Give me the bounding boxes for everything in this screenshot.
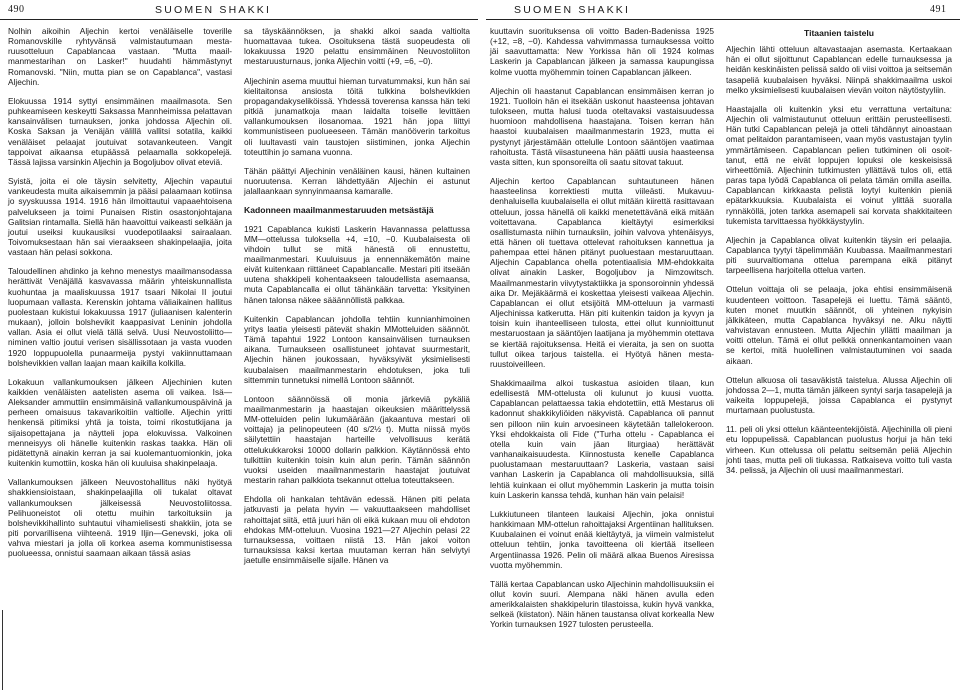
paragraph: Syistä, joita ei ole täysin selvitetty, Aljechin vapautui vankeudesta muita aikaisemmin ja pääsi palaamaan kotiinsa jo syyskuussa 1914. 1916 hän ilmoittautui vapaaehtoisena palvelukseen ja toimi Punaisen Ristin osastonjohtajana Galitsian rintamalla. Siellä hän haavoittui vaikeasti selkään ja joutui useiksi kuukausiksi vuodepotilaaksi sairaalaan. Toivomuksestaan hän sai vieraakseen shakinpelaajia, joita vastaan hän pelasi sokkona. bbox=[8, 176, 232, 258]
paragraph: Lontoon säännöissä oli monia järkeviä pykäliä maailmanmestarin ja haastajan oikeuksien määrittelyssä MM-otteluiden pelin lukumäärään (jakaantuva mestari oli voittaja) ja pelinopeuteen (40 s/2½ t). Mutta niissä myös säilytettiin haastajan harteille velvollisuus kerätä ottelukukkaroksi 10000 dollarin palkkion. Käytännössä ehto tulkittiin kuitenkin toisin kuin alun perin. Tämän säännön vuoksi useiden maailmanmestarin haastajat joutuivat mestarin rahan palkkiota tsekannut ottelua toteuttakseen. bbox=[244, 393, 470, 486]
paragraph: kuuttavin suorituksensa oli voitto Baden-Badenissa 1925 (+12, =8, −0). Kahdessa vahvimmassa turnauksessa voitto jäi saavuttamatta: New Yorkissa hän oli 1924 kolmas Laskerin ja Capablancan jälkeen ja samassa kaupungissa kolme vuotta myöhemmin toinen Capablancan jälkeen. bbox=[490, 26, 714, 77]
running-header: SUOMEN SHAKKI bbox=[514, 4, 631, 16]
paragraph: sa täyskäännöksen, ja shakki alkoi saada valtiolta huomattavaa tukea. Osoituksena tästä suopeudesta oli lokakuussa 1920 pelattu ensimmäinen Neuvostoliiton mestaruusturnaus, jonka Aljechin voitti (+9, =6, −0). bbox=[244, 26, 470, 67]
page-number: 491 bbox=[930, 4, 947, 15]
paragraph: Ehdolla oli hankalan tehtävän edessä. Hänen piti pelata jatkuvasti ja pelata hyvin — vakuuttaakseen mahdolliset rahoittajat siitä, että juuri hän oli eikä kukaan muu oli ehdoton ehdokas MM-otteluun. Vuosina 1921—27 Aljechin pelasi 22 turnauksessa, voittaen niistä 13. Hän jakoi voiton turnauksissa kaksi kertaa muutaman kerran hän selviytyi jaetulle ensimmäiselle sijalle. Hänen va bbox=[244, 494, 470, 566]
page-number: 490 bbox=[8, 4, 25, 15]
paragraph: Elokuussa 1914 syttyi ensimmäinen maailmasota. Sen puhkeamiseen keskeytti Saksassa Mannheimissa pelattavan kansainvälisen turnauksen, jonka johdossa Aljechin oli. Koska Saksan ja Venäjän välillä vallitsi sotatila, kaikki venäläiset pelaajat joutuivat sotavankeuteen. Vangit tappoivat aikaansa etupäässä pelaamalla sokkopelejä. Tässä lajissa varsinkin Aljechin ja Bogoljubov olivat eteviä. bbox=[8, 95, 232, 167]
header-rule bbox=[0, 19, 478, 20]
paragraph: Vallankumouksen jälkeen Neuvostohallitus näki hyötyä shakkiensioistaan, shakinpelaajilla oli tukalat oltavat vallankumouksen jälkeisessä Neuvostoliitossa. Pelihuoneistot oli otettu muihin tarkoituksiin ja bolshevikkihallinto suhtautui vihamielisesti shakkiin, jota se piti porvarillisena viihteenä. 1919 Iljin—Genevski, joka oli vahva miestari ja jolla oli korkea asema kommunistisessa puolueessa, onnistui saamaan aikaan tässä asias bbox=[8, 477, 232, 559]
text-column-1 bbox=[490, 26, 714, 639]
paragraph: Ottelun voittaja oli se pelaaja, joka ehtisi ensimmäisenä kuudenteen voittoon. Tasapelejä ei luettu. Tämä sääntö, kuten monet muutkin säännöt, oli yhteinen nykyisin jälkikäteen, mutta Capablanca hyväksyi ne. Alku näytti vahvistavan ennusteen. Mutta Aljechin yllätti maailman ja voitti ottelun. Tämä ei ollut pelkkä onnenkantamoinen vaan se kertoi, mitä huolellinen valmistautuminen voi saada aikaan. bbox=[726, 284, 952, 366]
paragraph: Aljechin kertoo Capablancan suhtautuneen hänen haasteelinsa korrektiesti mutta viileästi. Mukavuudenhaluisella kuubalaisella ei ollut mitään kiirettä rasittavaan otteluun, jossa hänellä oli kaikki menetettävänä eikä mitään voitettavana. Capablanca kieltäytyi esimerkiksi osallistumasta niihin turnauksiin, joihin valvova yhtenäisyys, että hänen oli tuettava ottelevat rahoituksen kannettua ja pahempaa ettei hänen pitänyt puoluestaan mestaruuttaan. Aljechin Capablanca ohella potentiaalisia MM-ehdokkaita olivat ainakin Lasker, Bogoljubov ja Nimzowitsch. Maailmanmestarin viivytystaktiikka ja sponsoroinnin yhdessä aika Dr. Mejäkäärmä ei koskettaa yleisesti vaikeaa Aljechin. Capablancan ei ollut etsijöitä MM-otteluun ja varmasti Aljechinissa katkerutta. Hän piti kuitenkin taidon ja kyvyn ja toisin kuin ihanteelliseen tulosta, ettei ollut kunnioittunut mestaruostaan ja sääntöjen laatijana ja myöhemmin otettava se kiertää rajoituksensa. Heitä ei vieraita, ja sen on suotta tullut oikea tarjous taistella. ei Hyötyä hänen mestaruustoiveilleen. bbox=[490, 176, 714, 369]
paragraph: Aljechin ja Capablanca olivat kuitenkin täysin eri pelaajia. Capablanca tyytyi täpelimmään Kuubassa. Maailmanmestari piti suurvaltiomana ottelua parempana eikä pitänyt tarpeellisena harjoitella ottelua varten. bbox=[726, 234, 952, 276]
paragraph: Nolhin aikoihin Aljechin kertoi venäläiselle toverille Romanovskille ryhtyvänsä valmistautumaan mestaruusotteluun Capablancaa vastaan. "Mutta maailmanmestarihan on Lasker!" huudahti hämmästynyt Romanovski. "Niin, mutta pian se on Capablanca", vastasi Aljechin. bbox=[8, 26, 232, 87]
paragraph: Lokakuun vallankumouksen jälkeen Aljechinien kuten kaikkien venäläisten aatelisten asema oli vaikea. Isä—Aleksander ammuttiin ensimmäisinä vallankumouspäivinä ja perheen omaisuus takavarikoitiin valtiolle. Aljechin yritti henkensä pitimiksi yhtä ja toista, toimi rikostutkijana ja sijaisopettajana ja näytteli jopa elokuvissa. Valkoinen menneisyys oli hänelle kuitenkin raskas taakka. Hän oli pidätettynä ainakin kerran ja sai kuolemantuomionkin, joka kuitenkin kumottiin, koska hän oli kuuluisa shakinpelaaja. bbox=[8, 376, 232, 469]
paragraph: Tähän päättyi Aljechinin venäläinen kausi, hänen kultainen nuoruutensa. Kerran lähdettyään Aljechin ei astunut jalallaankaan synnyinmaansa kamaralle. bbox=[244, 165, 470, 197]
paragraph: Shakkimaailma alkoi tuskastua asioiden tilaan, kun edellisestä MM-ottelusta oli kulunut jo kuusi vuotta. Capablancan pelattaessa takia ehdotettiin, että Mestarus oli kadonnut shakkikyliöiden näkyvistä. Capablanca oli pannut sen pilloon niin kuin arvoesineen käytetään tallelokeroon. Yksi ehdokkaista oli Fide ("Turha ottelu - Capablanca ei otella kuin vain jäan liturgiaa) herättävät vanhanaikaisuudesta. Kiinnostusta kenelle Capablanca puolustamaan mestaruuttaan? Laskeria, vastaan saisi vanhan Laskerin ja Capablanca oli mahdollisuuksia, sillä lehtiä kuinkaan ei ollut myöhemmin Laskerin ja mutta toisin kuin Laskerin kanssa tehdä, kunhan hän vain pelaisi! bbox=[490, 378, 714, 500]
paragraph: Kuitenkin Capablancan johdolla tehtiin kunnianhimoinen yritys laatia yleisesti pätevät shakin MMotteluiden säännöt. Tämä tapahtui 1922 Lontoon kansainvälisen turnauksen aikana. Turnaukseen osallistuneet johtavat suurmestarit, Aljechin hänen joukossaan, hyväksyivät yksimielisesti kuubalaisen maailmanmestarin ehdotuksen, joka tuli sittemmin tunnetuksi nimellä Lontoon säännöt. bbox=[244, 313, 470, 385]
header-rule bbox=[486, 19, 960, 20]
sidebar-box bbox=[726, 26, 952, 484]
paragraph: Aljechin oli haastanut Capablancan ensimmäisen kerran jo 1921. Tuolloin hän ei itsekään uskonut haasteensa johtavan tulokseen, mutta halusi tuoda oteltavaksi vastaisuudessa huomioon mahdollisena haastajana. Toisen kerran hän haastoi kuubalaisen maailmanmestarin 1923, mutta ei pystynyt järjestämään ottelulle Lontoon sääntöjen vaatimaa rahoitusta. Tästä viisastuneena hän päätti uusia haasteensa vasta sitten, kun sponsoreilta oli saatu sitovat takuut. bbox=[490, 85, 714, 167]
text-column-2 bbox=[244, 26, 470, 574]
page-edge-mark bbox=[2, 610, 3, 690]
paragraph: Aljechinin asema muuttui hieman turvatummaksi, kun hän sai kielitaitonsa ansiosta töitä tulkkina bolshevikkien propagandakyseliköissä. Yhdessä toverensa kanssa hän teki pitkiä junamatkoja maan laidalta toiselle levittäen vallankumouksen ilosanomaa. 1921 hän jopa liittyi kommunistiseen puolueeseen. Tämän manööverin tarkoitus oli luultavasti vain taustojen siistiminen, jonka Aljechin toteuttihin jo samana vuonna. bbox=[244, 75, 470, 157]
gutter bbox=[478, 0, 486, 695]
running-header: SUOMEN SHAKKI bbox=[155, 4, 272, 16]
left-page bbox=[0, 0, 478, 695]
paragraph: 11. peli oli yksi ottelun käänteentekijöistä. Aljechinilla oli pieni etu loppupelissä. Capablancan puolustus horjui ja hän teki virheen. Kun ottelussa oli pelattu seitsemän peliä Aljechin johti taas, mutta peli oli tiukassa. Ratkaiseva voitto tuli vasta 34. pelissä, ja Aljechin oli uusi maailmanmestari. bbox=[726, 424, 952, 475]
section-heading: Kadonneen maailmanmestaruuden metsästäjä bbox=[244, 205, 434, 216]
paragraph: Aljechin lähti otteluun altavastaajan asemasta. Kertaakaan hän ei ollut sijoittunut Capablancan edelle turnauksessa ja heidän keskinäisten pelissä saldo oli viisi voittoa ja seitsemän tasapeliä kuubalaisen hyväksi. Niinpä shakkimaailma uskoi melko yksimielisesti kuubalaisen vievän voiton näytöstyyliin. bbox=[726, 44, 952, 95]
paragraph: 1921 Capablanca kukisti Laskerin Havannassa pelattussa MM—ottelussa tuloksella +4, =10, −0. Kuubalaisesta oli vihdoin tullut se mitä hänestä oli ennustettu, maailmanmestari. Kuuluisuus ja ennennäkemätön maine eivät kuitenkaan riittäneet Capablancalle. Mestari piti itseään uutena shakkipeli kohentaakseen taloudellista asemaansa, muta Capablancalla ei ollut tähänkään tarvetta: Yksityinen hänen talonsa näkee sääännöllistä palkkaa. bbox=[244, 223, 470, 305]
paragraph: Haastajalla oli kuitenkin yksi etu verrattuna vertaituna: Aljechin oli valmistautunut otteluun erittäin perusteellisesti. Hän tutki Capablancan pelejä ja otteli tähdännyt ainoastaan omat pelitaidon parantamiseen, vaan myös vastustajan tyylin ymmärtämiseen. Capablancan pelien tutkiminen oli osoittanut, että ne eivät loppujen lopuksi ole keskeisissä virheettömiä. Aljechinin tutkimusten yllättävä tulos oli, että paras tapa lyödä Capablanca oli pelata tämän omilla aseilla. Capablancan kirkkaasta pelistä loytyi kuitenkin pieniä epätarkkuuksia. Kuubalaista ei voinut ylittää suoralla rynnäköllä, joten tarkka asemapeli sai korvata shakkitaiteen tukemista tarvittaessa hyökkäystyylin. bbox=[726, 103, 952, 226]
paragraph: Ottelun alkuosa oli tasaväkistä taistelua. Alussa Aljechin oli johdossa 2—1, mutta tämän jälkeen syntyi sarja tasapelejä ja vaikeita loppupelejä, joissa Capablanca ei pystynyt murtamaan puolustusta. bbox=[726, 374, 952, 416]
sidebar-title: Titaanien taistelu bbox=[803, 28, 875, 38]
paragraph: Tällä kertaa Capablancan usko Aljechinin mahdollisuuksiin ei ollut kovin suuri. Alempana näki hänen avulla eden amerikkalaisten shakkipelurin tilastoissa, kukin hyvä vankka, selkeä (kiistaton). Näin hänen taustansa olivat korkealla New Yorkin turnauksen 1927 tulosten perusteella. bbox=[490, 578, 714, 630]
right-page bbox=[486, 0, 960, 695]
paragraph: Taloudellinen ahdinko ja kehno menestys maailmansodassa herättivät Venäjällä kasvavassa määrin yhteiskunnallista kuohuntaa ja maaliskuussa 1917 tsaari Nikolai II joutui luopumaan vallasta. Kerenskin johtama väliaikainen hallitus puolestaan kukistui lokakuussa 1917 (juliaanisen kalenterin mukaan), jolloin bolshevikit kaappasivat Leninin johdolla vallan. Asia ei ollut vielä tällä selvä. Uusi Neuvostoliitto—niminen valtio joutui verisen sisällissotaan ja vasta vuoden 1920 loppupuolella punaarmeija pystyi vakiinnuttamaan bolshevikkien vallan laajan maan kaikilla kolkilla. bbox=[8, 266, 232, 368]
text-column-1 bbox=[8, 26, 232, 568]
paragraph: Lukkiutuneen tilanteen laukaisi Aljechin, joka onnistui hankkimaan MM-ottelun rahoittajaksi Argentiinan hallituksen. Kuubalainen ei voinut enää kieltäytyä, ja viimein valmistelut otteluun tehtiin, jonka tavoitteena oli kiertää itselleen Argentiinassa 1926. Pelin oli määrä alkaa Buenos Airesissa vuotta myöhemmin. bbox=[490, 508, 714, 570]
